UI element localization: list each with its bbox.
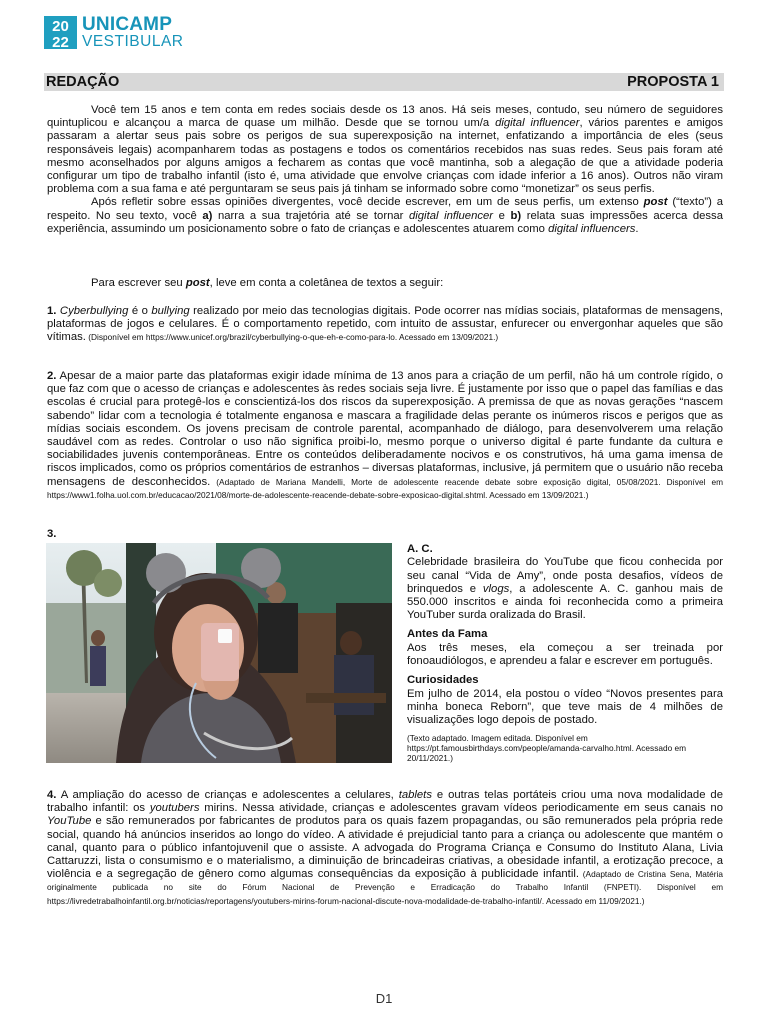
youtuber-photo bbox=[46, 543, 392, 763]
text-4-number: 4. bbox=[47, 789, 57, 801]
intro-paragraph-3: Para escrever seu post, leve em conta a coletânea de textos a seguir: bbox=[91, 277, 444, 289]
text-1: 1. Cyberbullying é o bullying realizado por meio das tecnologias digitais. Pode ocorrer nas mídias sociais, plataformas de mensagens, plataformas de jogos e celulares. É o comportamento repetido, com intuito de assustar, enfurecer ou envergonhar aqueles que são vítimas. (Disponível em https://www.unicef.org/brazil/cyberbullying-o-que-eh-e-como-para-lo. Acessado em 13/09/2021.) bbox=[47, 305, 724, 344]
text-3-number: 3. bbox=[47, 528, 57, 540]
section-title: REDAÇÃO bbox=[46, 74, 120, 90]
logo-mark-icon bbox=[44, 16, 77, 49]
text-2-source: (Adaptado de Mariana Mandelli, Morte de adolescente reacende debate sobre exposição digital, 05/08/2021. Disponível em https://www1.folha.uol.com.br/educacao/2021/08/morte-de-adolescente-reacende-debate-sobre-exposicao-digital.shtml. Acessado em 13/09/2021.) bbox=[47, 476, 723, 500]
bio-summary: Celebridade brasileira do YouTube que ficou conhecida por seu canal “Vida de Amy”, onde posta desafios, vídeos de brinquedos e vlogs, a adolescente A. C. ganhou mais de 550.000 inscritos e ainda foi reconhecida como a primeira YouTuber surda oralizada do Brasil. bbox=[407, 556, 724, 622]
section-bar bbox=[44, 73, 724, 91]
text-4: 4. A ampliação do acesso de crianças e adolescentes a celulares, tablets e outras telas portáteis criou uma nova modalidade de trabalho infantil: os youtubers mirins. Nessa atividade, crianças e adolescentes gravam vídeos periodicamente em seus canais no YouTube e são remunerados por fabricantes de produtos para os quais fazem propagandas, ou são remunerados pela própria rede social, quando há anúncios inseridos ao longo do vídeo. A atividade é prejudicial tanto para a criança ou adolescente que mantém o canal, quanto para o público infantojuvenil que o assiste. A advogada do Programa Criança e Consumo do Instituto Alana, Livia Cattaruzzi, lista o consumismo e o materialismo, a diminuição de brincadeiras criativas, a obesidade infantil, a erotização precoce, a violência e a segregação de gênero como algumas consequências da exposição à publicidade infantil. (Adaptado de Cristina Sena, Matéria originalmente publicada no site do Fórum Nacional de Prevenção e Erradicação do Trabalho Infantil (FNPETI). Disponível em https://livredetrabalhoinfantil.org.br/noticias/reportagens/youtubers-mirins-forum-nacional-discute-nova-modalidade-de-trabalho-infantil/. Acessado em 11/09/2021.) bbox=[47, 789, 724, 906]
photo-image bbox=[46, 543, 392, 763]
logo-year-mark bbox=[44, 16, 77, 49]
text-4-source: (Adaptado de Cristina Sena, Matéria originalmente publicada no site do Fórum Nacional de Prevenção e Erradicação do Trabalho Infantil (FNPETI). Disponível em https://livredetrabalhoinfantil.org.br/noticias/reportagens/youtubers-mirins-forum-nacional-discute-nova-modalidade-de-trabalho-infantil/. Acessado em 11/09/2021.) bbox=[47, 869, 724, 906]
text-2: 2. Apesar de a maior parte das plataformas exigir idade mínima de 13 anos para a criação de um perfil, não há um controle rígido, o que faz com que o acesso de crianças e adolescentes às redes sociais seja livre. É justamente por isso que o papel das famílias e das escolas é crucial para protegê-los e conscientizá-los dos riscos da superexposição. A premissa de que as novas gerações “nascem sabendo” lidar com a tecnologia é totalmente enganosa e mascara a fragilidade delas perante os inúmeros riscos e perigos que as mídias sociais escondem. Os jovens precisam de controle parental, acompanhado de diálogo, para desenvolverem uma relação saudável com as redes. Controlar o uso não significa proibi-lo, mesmo porque o universo digital é parte fundante da cultura e sociabilidades juvenis contemporâneas. Entre os conteúdos deliberadamente nocivos e os construtivos, há uma gama imensa de riscos implicados, como os próprios comentários de estranhos – diversas plataformas, inclusive, já permitem que o usuário não receba mensagens de desconhecidos. (Adaptado de Mariana Mandelli, Morte de adolescente reacende debate sobre exposição digital, 05/08/2021. Disponível em https://www1.folha.uol.com.br/educacao/2021/08/morte-de-adolescente-reacende-debate-sobre-exposicao-digital.shtml. Acessado em 13/09/2021.) bbox=[47, 370, 723, 500]
bio-heading-curiosities: Curiosidades bbox=[407, 674, 479, 687]
proposal-intro bbox=[47, 104, 723, 236]
text-3-bio bbox=[407, 543, 723, 769]
text-3-source: (Texto adaptado. Imagem editada. Disponível em https://pt.famousbirthdays.com/people/amanda-carvalho.html. Acessado em 20/11/2021.) bbox=[407, 733, 687, 764]
text-1-source: (Disponível em https://www.unicef.org/brazil/cyberbullying-o-que-eh-e-como-para-lo. Acessado em 13/09/2021.) bbox=[85, 332, 499, 343]
logo-year-top: 20 bbox=[52, 18, 69, 35]
logo-title: UNICAMP bbox=[82, 14, 173, 35]
logo-year-bottom: 22 bbox=[52, 34, 69, 49]
intro-paragraph-2: Após refletir sobre essas opiniões divergentes, você decide escrever, em um de seus perfis, um extenso post (“texto”) a respeito. No seu texto, você a) narra a sua trajetória até se tornar digital influencer e b) relata suas impressões acerca dessa experiência, assumindo um posicionamento sobre o fato de crianças e adolescentes atuarem como digital influencers. bbox=[47, 196, 723, 235]
bio-name: A. C. bbox=[407, 543, 433, 555]
unicamp-logo bbox=[44, 15, 184, 53]
bio-before-fame: Aos três meses, ela começou a ser treinada por fonoaudiólogos, e aprendeu a falar e escrever em português. bbox=[407, 641, 723, 668]
bio-heading-before-fame: Antes da Fama bbox=[407, 628, 488, 641]
proposal-label: PROPOSTA 1 bbox=[627, 74, 719, 90]
logo-subtitle: VESTIBULAR bbox=[82, 33, 184, 50]
text-2-number: 2. bbox=[47, 370, 57, 382]
intro-paragraph-1: Você tem 15 anos e tem conta em redes sociais desde os 13 anos. Há seis meses, contudo, seu número de seguidores quintuplicou e alcançou a marca de quase um milhão. Desde que se tornou um/a digital influencer, vários parentes e amigos passaram a alertar seus pais sobre os perigos de sua superexposição na internet, enfatizando a importância de eles (seus responsáveis legais) acompanharem todas as postagens e todos os comentários recebidos nas suas redes. Seus pais foram até mesmo aconselhados por alguns amigos a fecharem as contas que você mantinha, sob a alegação de que a atividade poderia configurar um tipo de trabalho infantil (isto é, uma atividade que envolve crianças com idade inferior a 16 anos). Outros não viram problema com a sua fama e até perguntaram se seus pais já tinham se informado sobre como “monetizar” os seus perfis. bbox=[47, 104, 723, 196]
text-1-number: 1. bbox=[47, 305, 57, 317]
bio-curiosities: Em julho de 2014, ela postou o vídeo “Novos presentes para minha boneca Reborn”, que teve mais de 4 milhões de visualizações logo depois de postado. bbox=[407, 687, 723, 727]
page-number: D1 bbox=[375, 991, 393, 1006]
